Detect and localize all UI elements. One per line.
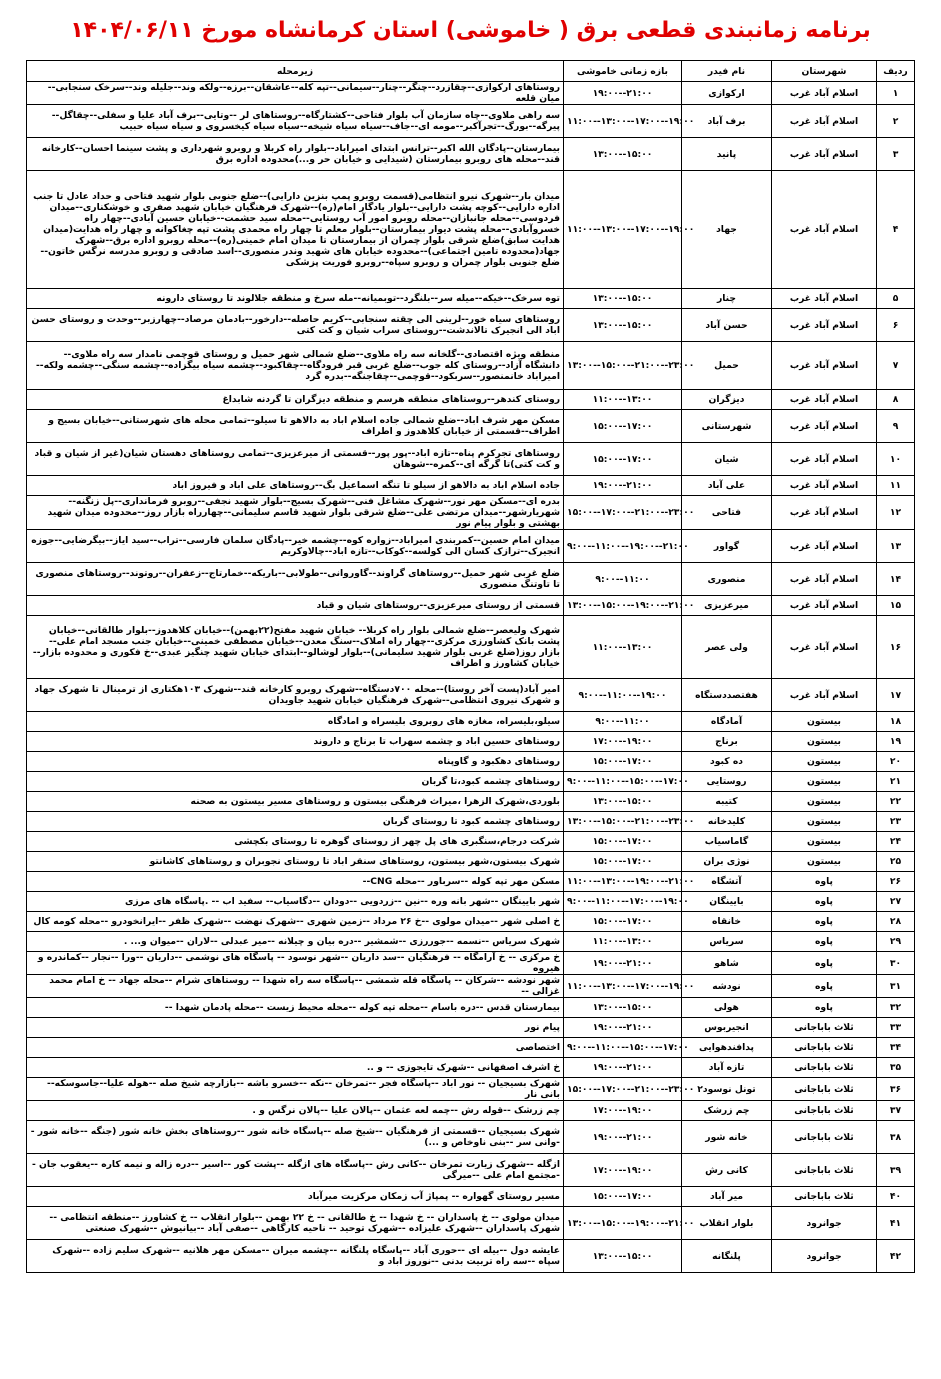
cell-subarea: مسیر روستای گهواره -- پمپاژ آب زمکان مرکزیت میرآباد — [27, 1187, 564, 1207]
cell-subarea: روستاهای حسین اباد و چشمه سهراب تا برناج و داروند — [27, 732, 564, 752]
cell-row-number: ۱ — [877, 82, 915, 105]
cell-city: پاوه — [772, 872, 877, 892]
cell-schedule: ۱۵:۰۰--۱۷:۰۰ — [564, 443, 682, 476]
cell-schedule: ۱۱:۰۰--۱۳:۰۰ — [564, 932, 682, 952]
cell-subarea: شهر بایینگان --شهر بانه وره --نین --زردویی --دودان --دگاسیاب-- سفید اب -- .پاسگاه های مرزی — [27, 892, 564, 912]
cell-schedule: ۱۳:۰۰--۱۵:۰۰ — [564, 138, 682, 171]
cell-feeder: پانید — [682, 138, 772, 171]
cell-city: ثلاث باباجانی — [772, 1038, 877, 1058]
cell-row-number: ۱۸ — [877, 712, 915, 732]
cell-subarea: روستاهای چشمه کبود تا روستای گربان — [27, 812, 564, 832]
cell-row-number: ۷ — [877, 342, 915, 390]
cell-schedule: ۱۳:۰۰--۱۵:۰۰--۲۱:۰۰--۲۳:۰۰ — [564, 812, 682, 832]
table-row — [27, 390, 915, 410]
cell-subarea: جاده اسلام اباد به دالاهو از سیلو تا تنگه اسماعیل بگ--روستاهای علی اباد و فیروز اباد — [27, 476, 564, 496]
cell-city: بیستون — [772, 712, 877, 732]
cell-feeder: هولی — [682, 998, 772, 1018]
cell-row-number: ۳۵ — [877, 1058, 915, 1078]
cell-row-number: ۳ — [877, 138, 915, 171]
cell-schedule: ۹:۰۰--۱۱:۰۰ — [564, 712, 682, 732]
cell-feeder: چنار — [682, 289, 772, 309]
cell-subarea: اختصاصی — [27, 1038, 564, 1058]
table-row — [27, 1154, 915, 1187]
cell-schedule: ۱۹:۰۰--۲۱:۰۰ — [564, 952, 682, 975]
table-row — [27, 752, 915, 772]
table-row — [27, 616, 915, 679]
cell-schedule: ۹:۰۰--۱۱:۰۰--۱۵:۰۰--۱۷:۰۰ — [564, 1038, 682, 1058]
cell-feeder: کانی رش — [682, 1154, 772, 1187]
cell-schedule: ۱۳:۰۰--۱۵:۰۰--۱۹:۰۰--۲۱:۰۰ — [564, 596, 682, 616]
header-subarea: زیرمحله — [27, 61, 564, 82]
table-row — [27, 1038, 915, 1058]
cell-subarea: روستاهای تجرکرم پناه--تازه اباد--پور پور--قسمتی از میرعزیزی--تمامی روستاهای دهستان شیان(غیر از شیان و قباد و کت کتی)تا گرگه ای--کمره--شوهان — [27, 443, 564, 476]
cell-city: ثلاث باباجانی — [772, 1101, 877, 1121]
cell-subarea: شهر نودشه --شرکان -- پاسگاه قله شمشی --پاسگاه سه راه شهدا -- روستاهای شرام --محله جهاد -- خ امام محمد غزالی -- — [27, 975, 564, 998]
table-row — [27, 82, 915, 105]
table-row — [27, 496, 915, 530]
cell-schedule: ۱۱:۰۰--۱۳:۰۰--۱۷:۰۰--۱۹:۰۰ — [564, 105, 682, 138]
cell-row-number: ۲۹ — [877, 932, 915, 952]
cell-subarea: چم زرشک --قوله رش --چمه لعه عثمان --پالان علیا --پالان نرگس و . — [27, 1101, 564, 1121]
cell-schedule: ۹:۰۰--۱۱:۰۰--۱۵:۰۰--۱۷:۰۰ — [564, 772, 682, 792]
table-row — [27, 410, 915, 443]
cell-feeder: پدافندهوایی — [682, 1038, 772, 1058]
cell-row-number: ۸ — [877, 390, 915, 410]
cell-schedule: ۱۵:۰۰--۱۷:۰۰ — [564, 852, 682, 872]
cell-feeder: شهرستانی — [682, 410, 772, 443]
cell-city: پاوه — [772, 892, 877, 912]
cell-subarea: میدان بار--شهرک نیرو انتظامی(قسمت روبرو پمپ بنزین دارایی)--ضلع جنوبی بلوار شهید فتاحی و حداد عادل تا جنب اداره دارایی--کوچه پشت دارایی--بلوار یادگار امام(ره)--شهرک فرهنگیان خیابان شهید صفری و خوشکناری--میدان فردوسی--محله جانبازان--محله روبرو امور آب روستایی--محله سید حشمت--خیابان حسین آبادی--چهار راه خسروآبادی--محله پشت دیوار بیمارستان--بلوار معلم تا چهار راه محمدی پشت تپه چغاکوانه و چهار راه هدایت(میدان هدایت سابق)ضلع شرقی بلوار چمران از بیمارستان تا میدان امام خمینی(ره)--محله روبرو اداره برق--شهرک جهاد(محدوده تامین اجتماعی)--محدوده خیابان های شهید وندر منصوری--اسد صادقی و روبرو مدرسه نرگس خاتون--ضلع جنوبی بلوار چمران و روبرو سپاه--روبرو فوریت پزشکی — [27, 171, 564, 289]
cell-feeder: شاهو — [682, 952, 772, 975]
cell-feeder: گواور — [682, 530, 772, 563]
cell-schedule: ۱۷:۰۰--۱۹:۰۰ — [564, 732, 682, 752]
cell-city: پاوه — [772, 932, 877, 952]
table-header-row — [27, 61, 915, 82]
cell-schedule: ۱۵:۰۰--۱۷:۰۰--۲۱:۰۰--۲۳:۰۰ — [564, 496, 682, 530]
cell-city: اسلام آباد غرب — [772, 289, 877, 309]
table-row — [27, 932, 915, 952]
cell-row-number: ۳۲ — [877, 998, 915, 1018]
cell-city: جوانرود — [772, 1207, 877, 1240]
cell-subarea: ازگله --شهرک زیارت تمرخان --کانی رش --پاسگاه های ازگله --پشت کور --اسیر --دره زاله و نیمه کاره --یعقوب جان --مجتمع امام علی --میرگی — [27, 1154, 564, 1187]
cell-feeder: نودشه — [682, 975, 772, 998]
cell-row-number: ۱۹ — [877, 732, 915, 752]
cell-schedule: ۱۵:۰۰--۱۷:۰۰--۲۱:۰۰--۲۳:۰۰ — [564, 1078, 682, 1101]
cell-row-number: ۱۲ — [877, 496, 915, 530]
cell-feeder: کلیدخانه — [682, 812, 772, 832]
cell-subarea: سیلو،بلیسراه، مغازه های روبروی بلیسراه و امادگاه — [27, 712, 564, 732]
cell-schedule: ۱۳:۰۰--۱۵:۰۰ — [564, 309, 682, 342]
table-row — [27, 1187, 915, 1207]
cell-city: اسلام آباد غرب — [772, 679, 877, 712]
cell-feeder: پلنگانه — [682, 1240, 772, 1273]
cell-feeder: آتشگاه — [682, 872, 772, 892]
cell-schedule: ۹:۰۰--۱۱:۰۰--۱۹:۰۰--۲۱:۰۰ — [564, 530, 682, 563]
cell-schedule: ۱۷:۰۰--۱۹:۰۰ — [564, 1101, 682, 1121]
cell-subarea: منطقه ویژه اقتصادی--گلخانه سه راه ملاوی--ضلع شمالی شهر حمیل و روستای قوچمی نامدار سه راه ملاوی--دانشگاه آزاد--روستای کله جوب--ضلع غربی قبر فرودگاه--چقاکبود--چشمه سیاه بیگزاده--چشمه سنگی--چشمه ولکه--امیراباد خانمنصور--سربکود--قوچمی--چقاجنگه--بدره گرد — [27, 342, 564, 390]
cell-schedule: ۱۱:۰۰--۱۳:۰۰ — [564, 390, 682, 410]
table-row — [27, 1240, 915, 1273]
cell-feeder: آمادگاه — [682, 712, 772, 732]
cell-row-number: ۳۰ — [877, 952, 915, 975]
table-row — [27, 1078, 915, 1101]
cell-subarea: عایشه دول --بیله ای --حوری آباد --پاسگاه پلنگانه --چشمه میران --مسکن مهر هلانیه --شهرک سلیم زاده --شهرک سپاه --سه راه تربیت بدنی --نوروز اباد و — [27, 1240, 564, 1273]
cell-city: پاوه — [772, 975, 877, 998]
cell-row-number: ۱۵ — [877, 596, 915, 616]
cell-schedule: ۱۳:۰۰--۱۵:۰۰ — [564, 998, 682, 1018]
cell-feeder: جهاد — [682, 171, 772, 289]
cell-schedule: ۱۹:۰۰--۲۱:۰۰ — [564, 1121, 682, 1154]
cell-row-number: ۳۷ — [877, 1101, 915, 1121]
cell-subarea: خ اشرف اصفهانی --شهرک تایجوزی -- و .. — [27, 1058, 564, 1078]
cell-subarea: میدان امام حسین--کمربندی امیراباد--زواره کوه--چشمه خیر--پادگان سلمان فارسی--تراب--سید ایاز--بیگرضایی--جوزه انجیرک--ترازک کسان الی کولسه--کوکاب--تازه اباد--چالاوکریم — [27, 530, 564, 563]
table-row — [27, 832, 915, 852]
cell-subarea: مسکن مهر تپه کوله --سرباور --محله CNG-- — [27, 872, 564, 892]
cell-city: بیستون — [772, 812, 877, 832]
cell-feeder: حمیل — [682, 342, 772, 390]
cell-row-number: ۲۱ — [877, 772, 915, 792]
cell-subarea: بیمارستان--پادگان الله اکبر--ترانس ابتدای امیراباد--بلوار راه کربلا و روبرو شهرداری و پشت سینما احسان--کارخانه قند--محله های روبرو بیمارستان (شیدایی و خیابان حر و...)محدوده اداره برق — [27, 138, 564, 171]
cell-schedule: ۱۵:۰۰--۱۷:۰۰ — [564, 1187, 682, 1207]
cell-subarea: خ اصلی شهر --میدان مولوی --خ ۲۶ مرداد --زمین شهری --شهرک نهضت --شهرک ظفر --ایرانخودرو --محله کومه کال — [27, 912, 564, 932]
cell-subarea: روستاهای ارکوازی--چقازرد--چنگر--چنار--سیمانی--تپه کله--عاشقان--برزه--ولکه وند--جلیله وند--سرخک سنجابی--میان قلعه — [27, 82, 564, 105]
cell-subarea: مسکن مهر شرف اباد--ضلع شمالی جاده اسلام اباد به دالاهو تا سیلو--تمامی محله های شهرستانی--خیابان بسیج و اطراف--قسمتی از خیابان کلاهدوز و اطراف — [27, 410, 564, 443]
cell-city: اسلام آباد غرب — [772, 530, 877, 563]
cell-row-number: ۲۴ — [877, 832, 915, 852]
cell-feeder: خانقاه — [682, 912, 772, 932]
cell-feeder: منصوری — [682, 563, 772, 596]
cell-subarea: شهرک سریاس --نسمه --جوررزی --شمشیر --دره بیان و چیلانه --میر عبدلی --لاران --میوان و... . — [27, 932, 564, 952]
header-schedule: بازه زمانی خاموشی — [564, 61, 682, 82]
cell-row-number: ۱۴ — [877, 563, 915, 596]
cell-subarea: شهرک بیستون،شهر بیستون، روستاهای سنقر اباد تا روستای نجوبران و روستاهای کاشانتو — [27, 852, 564, 872]
table-row — [27, 1121, 915, 1154]
table-row — [27, 563, 915, 596]
table-row — [27, 138, 915, 171]
cell-schedule: ۱۱:۰۰--۱۳:۰۰--۱۷:۰۰--۱۹:۰۰ — [564, 975, 682, 998]
cell-feeder: فتاحی — [682, 496, 772, 530]
table-row — [27, 712, 915, 732]
cell-row-number: ۱۱ — [877, 476, 915, 496]
cell-subarea: شهرک بسیجیان -- نور اباد --پاسگاه فجر --تمرخان --نکه --خسرو باشه --بازارچه شیخ صله --هوله علیا--جاسوسکه--بانی نار — [27, 1078, 564, 1101]
table-row — [27, 1101, 915, 1121]
cell-city: ثلاث باباجانی — [772, 1154, 877, 1187]
cell-row-number: ۲ — [877, 105, 915, 138]
cell-subarea: بدره ای--مسکن مهر نور--شهرک مشاغل فنی--شهرک بسیج--بلوار شهید نجفی--روبرو فرمانداری--پل زنگنه--شهریارشهر--میدان مرتضی علی--ضلع شرقی بلوار شهید قاسم سلیمانی--چهارراه بازار روز--محدوده میدان شهید بهشتی و بلوار پیام نور — [27, 496, 564, 530]
cell-schedule: ۱۹:۰۰--۲۱:۰۰ — [564, 1058, 682, 1078]
cell-schedule: ۱۳:۰۰--۱۵:۰۰--۱۹:۰۰--۲۱:۰۰ — [564, 1207, 682, 1240]
cell-schedule: ۱۳:۰۰--۱۵:۰۰ — [564, 289, 682, 309]
table-row — [27, 912, 915, 932]
cell-city: بیستون — [772, 732, 877, 752]
cell-subarea: خ مرکزی -- خ آرامگاه -- فرهنگیان --سد داریان --شهر نوسود -- پاسگاه های نوشمی --داریان --ورا --نجار --کماندره و هیروه — [27, 952, 564, 975]
cell-row-number: ۲۰ — [877, 752, 915, 772]
cell-subarea: شرکت درجام،سنگبری های پل چهر از روستای گوهره تا روستای بکچشی — [27, 832, 564, 852]
cell-schedule: ۱۵:۰۰--۱۷:۰۰ — [564, 752, 682, 772]
cell-subarea: روستاهای چشمه کبود،تا گربان — [27, 772, 564, 792]
table-row — [27, 530, 915, 563]
cell-subarea: میدان مولوی -- خ پاسداران -- خ شهدا -- خ طالقانی -- خ ۲۲ بهمن --بلوار انقلاب -- خ کشاورز --منطقه انتظامی --شهرک پاسداران --شهرک علیزاده --شهرک توحید -- ناحیه کارگاهی --صفی آباد --بیانیوش --شهرک صنعتی — [27, 1207, 564, 1240]
cell-city: اسلام آباد غرب — [772, 342, 877, 390]
cell-schedule: ۱۳:۰۰--۱۵:۰۰ — [564, 1240, 682, 1273]
cell-feeder: تونل نوسود۲ — [682, 1078, 772, 1101]
cell-city: اسلام آباد غرب — [772, 390, 877, 410]
cell-city: جوانرود — [772, 1240, 877, 1273]
cell-feeder: تازه آباد — [682, 1058, 772, 1078]
cell-subarea: روستاهای سیاه خور--لرینی الی چقته سنجابی--کریم حاصله--دارخور--بادمان مرصاد--چهارزبر--وحدت و روستای حسن اباد الی انجیرک تالاندشت--روستای سراب شیان و کت کتی — [27, 309, 564, 342]
cell-feeder: هفتصددستگاه — [682, 679, 772, 712]
cell-row-number: ۳۱ — [877, 975, 915, 998]
cell-subarea: روستاهای دهکبود و گاوپناه — [27, 752, 564, 772]
cell-city: پاوه — [772, 998, 877, 1018]
cell-schedule: ۱۹:۰۰--۲۱:۰۰ — [564, 1018, 682, 1038]
cell-row-number: ۲۵ — [877, 852, 915, 872]
table-row — [27, 772, 915, 792]
header-row-number: ردیف — [877, 61, 915, 82]
cell-subarea: روستای کندهر--روستاهای منطقه هرسم و منطقه دیزگران تا گردنه شابداغ — [27, 390, 564, 410]
cell-feeder: انجیربوس — [682, 1018, 772, 1038]
cell-feeder: بلوار انقلاب — [682, 1207, 772, 1240]
table-row — [27, 852, 915, 872]
cell-subarea: قسمتی از روستای میرعزیزی--روستاهای شیان و قباد — [27, 596, 564, 616]
table-row — [27, 732, 915, 752]
header-feeder: نام فیدر — [682, 61, 772, 82]
table-row — [27, 872, 915, 892]
table-row — [27, 1207, 915, 1240]
cell-schedule: ۱۱:۰۰--۱۳:۰۰--۱۷:۰۰--۱۹:۰۰ — [564, 171, 682, 289]
cell-feeder: خانه شور — [682, 1121, 772, 1154]
cell-row-number: ۶ — [877, 309, 915, 342]
cell-city: اسلام آباد غرب — [772, 309, 877, 342]
cell-schedule: ۱۱:۰۰--۱۳:۰۰ — [564, 616, 682, 679]
cell-schedule: ۱۱:۰۰--۱۳:۰۰--۱۹:۰۰--۲۱:۰۰ — [564, 872, 682, 892]
cell-city: اسلام آباد غرب — [772, 82, 877, 105]
cell-city: اسلام آباد غرب — [772, 410, 877, 443]
cell-subarea: ضلع غربی شهر حمیل--روستاهای گراوند--گاوروانی--طولابی--باریکه--خمارتاج--زعفران--روتوند--روستاهای منصوری تا تاوتنگ منصوری — [27, 563, 564, 596]
cell-schedule: ۱۳:۰۰--۱۵:۰۰ — [564, 792, 682, 812]
cell-row-number: ۳۴ — [877, 1038, 915, 1058]
cell-feeder: ارکوازی — [682, 82, 772, 105]
cell-row-number: ۴ — [877, 171, 915, 289]
cell-schedule: ۱۹:۰۰--۲۱:۰۰ — [564, 476, 682, 496]
cell-schedule: ۱۵:۰۰--۱۷:۰۰ — [564, 410, 682, 443]
cell-feeder: دیزگران — [682, 390, 772, 410]
cell-city: اسلام آباد غرب — [772, 171, 877, 289]
cell-city: ثلاث باباجانی — [772, 1018, 877, 1038]
cell-feeder: میر آباد — [682, 1187, 772, 1207]
cell-subarea: بیمارستان قدس --دره باسام --محله تپه کوله --محله محیط زیست --محله پادمان شهدا -- — [27, 998, 564, 1018]
cell-row-number: ۴۱ — [877, 1207, 915, 1240]
cell-schedule: ۱۵:۰۰--۱۷:۰۰ — [564, 832, 682, 852]
cell-feeder: ده کبود — [682, 752, 772, 772]
cell-feeder: میرعزیزی — [682, 596, 772, 616]
cell-city: اسلام آباد غرب — [772, 616, 877, 679]
cell-schedule: ۹:۰۰--۱۱:۰۰ — [564, 563, 682, 596]
table-row — [27, 952, 915, 975]
table-row — [27, 105, 915, 138]
table-row — [27, 476, 915, 496]
cell-city: اسلام آباد غرب — [772, 443, 877, 476]
cell-city: پاوه — [772, 912, 877, 932]
table-row — [27, 812, 915, 832]
table-row — [27, 596, 915, 616]
cell-row-number: ۲۲ — [877, 792, 915, 812]
cell-feeder: شیان — [682, 443, 772, 476]
cell-schedule: ۱۹:۰۰--۲۱:۰۰ — [564, 82, 682, 105]
table-row — [27, 309, 915, 342]
cell-feeder: حسن آباد — [682, 309, 772, 342]
cell-row-number: ۱۷ — [877, 679, 915, 712]
cell-city: ثلاث باباجانی — [772, 1121, 877, 1154]
cell-city: اسلام آباد غرب — [772, 476, 877, 496]
table-row — [27, 289, 915, 309]
page-title: برنامه زمانبندی قطعی برق ( خاموشی) استان کرمانشاه مورخ ۱۴۰۴/۰۶/۱۱ — [70, 18, 871, 43]
cell-row-number: ۲۸ — [877, 912, 915, 932]
cell-row-number: ۱۶ — [877, 616, 915, 679]
cell-feeder: نوژی بران — [682, 852, 772, 872]
cell-city: بیستون — [772, 852, 877, 872]
cell-city: بیستون — [772, 752, 877, 772]
cell-row-number: ۱۰ — [877, 443, 915, 476]
cell-row-number: ۳۳ — [877, 1018, 915, 1038]
cell-subarea: پیام نور — [27, 1018, 564, 1038]
cell-subarea: سه راهی ملاوی--چاه سازمان آب بلوار فتاحی--کشتارگاه--روستاهای لر --وتایی--برف آباد علیا و سفلی--چقاگل--پیرگه--بورگ--تجرآکبر--مومه ای--جاف--سیاه سیاه شیخه--سیاه سیاه کیخسروی و سیاه سیاه حبیب — [27, 105, 564, 138]
table-row — [27, 892, 915, 912]
cell-row-number: ۵ — [877, 289, 915, 309]
cell-city: اسلام آباد غرب — [772, 496, 877, 530]
cell-feeder: چم زرشک — [682, 1101, 772, 1121]
cell-city: ثلاث باباجانی — [772, 1078, 877, 1101]
cell-row-number: ۴۲ — [877, 1240, 915, 1273]
cell-subarea: شهرک بسیجیان --قسمتی از فرهنگیان --شیخ صله --پاسگاه خانه شور --روستاهای بخش خانه شور (جنگه --خانه شور --وانی سر --بنی ناوخاص و ...) — [27, 1121, 564, 1154]
cell-feeder: برف آباد — [682, 105, 772, 138]
cell-feeder: بایینگان — [682, 892, 772, 912]
cell-city: ثلاث باباجانی — [772, 1058, 877, 1078]
cell-city: بیستون — [772, 792, 877, 812]
table-row — [27, 792, 915, 812]
cell-city: اسلام آباد غرب — [772, 596, 877, 616]
table-row — [27, 171, 915, 289]
cell-schedule: ۱۳:۰۰--۱۵:۰۰--۲۱:۰۰--۲۳:۰۰ — [564, 342, 682, 390]
cell-feeder: گاماسیاب — [682, 832, 772, 852]
cell-subarea: توه سرخک--خیکه--میله سر--بلنگرد--توبمیانه--مله سرخ و منطقه جلالوند تا روستای دارونه — [27, 289, 564, 309]
cell-schedule: ۱۷:۰۰--۱۹:۰۰ — [564, 1154, 682, 1187]
cell-row-number: ۲۶ — [877, 872, 915, 892]
cell-subarea: امیر آباد(پست آخر روستا)--محله ۷۰۰دستگاه--شهرک روبرو کارخانه قند--شهرک ۱۰۳هکتاری از ترمینال تا شهرک جهاد و شهرک نیروی انتظامی--شهرک فرهنگیان خیابان شهید جاویدان — [27, 679, 564, 712]
cell-row-number: ۲۷ — [877, 892, 915, 912]
cell-city: اسلام آباد غرب — [772, 138, 877, 171]
cell-subarea: بلوردی،شهرک الزهرا ،میراث فرهنگی بیستون و روستاهای مسیر بیستون به صحنه — [27, 792, 564, 812]
cell-city: پاوه — [772, 952, 877, 975]
cell-feeder: کتیبه — [682, 792, 772, 812]
cell-city: بیستون — [772, 832, 877, 852]
cell-feeder: روستایی — [682, 772, 772, 792]
cell-feeder: ولی عصر — [682, 616, 772, 679]
header-city: شهرستان — [772, 61, 877, 82]
cell-subarea: شهرک ولیعصر--ضلع شمالی بلوار راه کربلا-- خیابان شهید مفتح(۲۲بهمن)--خیابان کلاهدوز--بلوار طالقانی--خیابان پشت بانک کشاورزی مرکزی--چهار راه املاک--سنگ معدن--خیابان مصطفی خمینی--خیابان جنب مسجد امام علی--بازار روز(ضلع غربی بلوار شهید سلیمانی)--بلوار لوشالو--ابتدای خیابان شهید چنگیز عبدی--خ فکوری و محدوده بازار--خیابان کشاورز و اطراف — [27, 616, 564, 679]
cell-row-number: ۳۹ — [877, 1154, 915, 1187]
cell-feeder: برناج — [682, 732, 772, 752]
cell-city: اسلام آباد غرب — [772, 105, 877, 138]
cell-row-number: ۴۰ — [877, 1187, 915, 1207]
cell-row-number: ۹ — [877, 410, 915, 443]
table-row — [27, 443, 915, 476]
table-row — [27, 342, 915, 390]
cell-row-number: ۳۶ — [877, 1078, 915, 1101]
cell-row-number: ۳۸ — [877, 1121, 915, 1154]
cell-row-number: ۱۳ — [877, 530, 915, 563]
table-row — [27, 679, 915, 712]
cell-feeder: سریاس — [682, 932, 772, 952]
table-row — [27, 1018, 915, 1038]
cell-city: بیستون — [772, 772, 877, 792]
cell-city: اسلام آباد غرب — [772, 563, 877, 596]
cell-feeder: علی آباد — [682, 476, 772, 496]
cell-row-number: ۲۳ — [877, 812, 915, 832]
table-row — [27, 998, 915, 1018]
cell-schedule: ۱۵:۰۰--۱۷:۰۰ — [564, 912, 682, 932]
cell-schedule: ۹:۰۰--۱۱:۰۰--۱۷:۰۰--۱۹:۰۰ — [564, 892, 682, 912]
cell-city: ثلاث باباجانی — [772, 1187, 877, 1207]
outage-schedule-table — [26, 60, 915, 1273]
table-row — [27, 1058, 915, 1078]
table-row — [27, 975, 915, 998]
cell-schedule: ۹:۰۰--۱۱:۰۰--۱۹:۰۰ — [564, 679, 682, 712]
